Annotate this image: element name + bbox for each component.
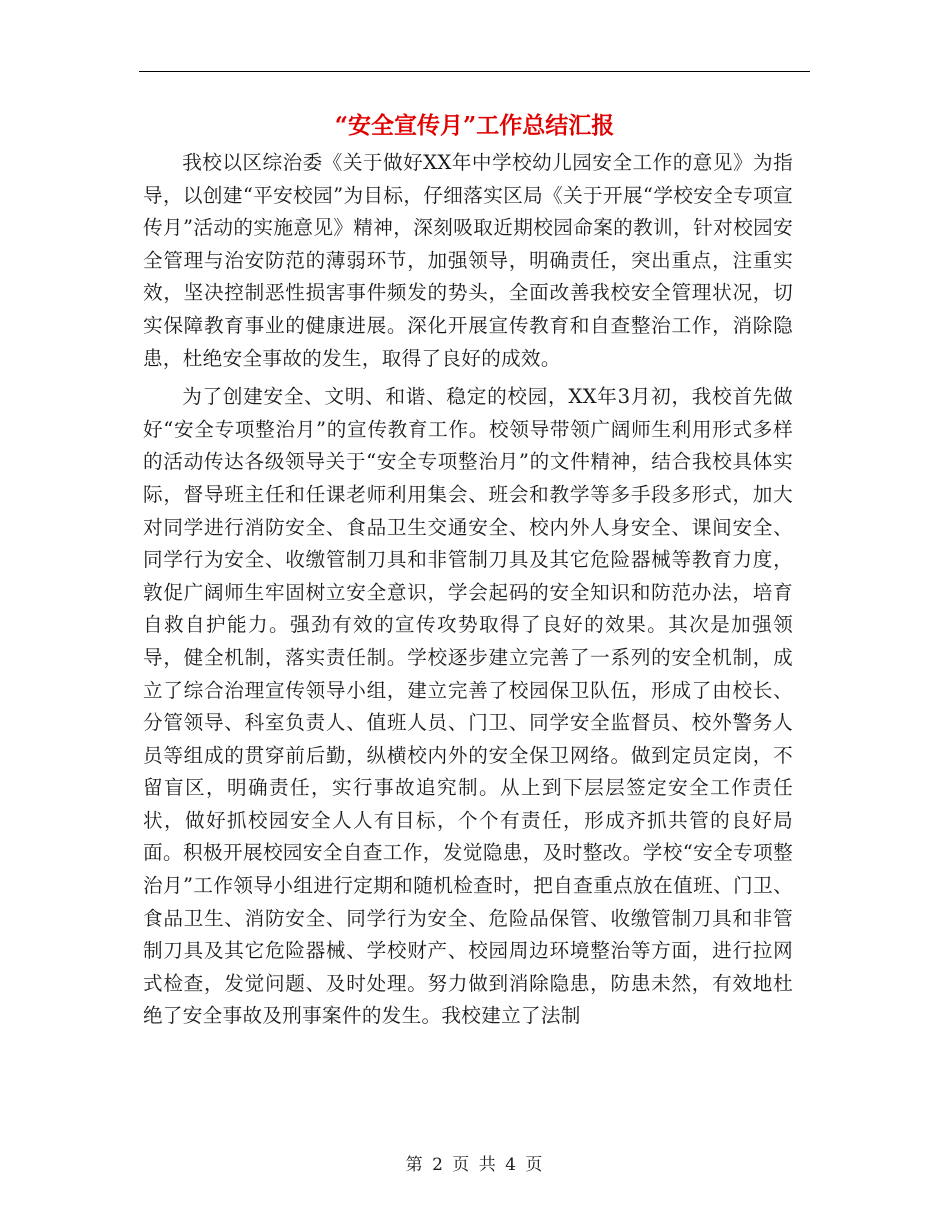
page-footer	[0, 1153, 950, 1177]
page-label-mid: 页 共	[452, 1155, 498, 1175]
current-page-number: 2	[432, 1155, 445, 1175]
paragraph-details: 为了创建安全、文明、和谐、稳定的校园，XX年3月初，我校首先做好“安全专项整治月”的宣传教育工作。校领导带领广阔师生利用形式多样的活动传达各级领导关于“安全专项整治月”的文件精神，结合我校具体实际，督导班主任和任课老师利用集会、班会和教学等多手段多形式，加大对同学进行消防安全、食品卫生交通安全、校内外人身安全、课间安全、同学行为安全、收缴管制刀具和非管制刀具及其它危险器械等教育力度，敦促广阔师生牢固树立安全意识，学会起码的安全知识和防范办法，培育自救自护能力。强劲有效的宣传攻势取得了良好的效果。其次是加强领导，健全机制，落实责任制。学校逐步建立完善了一系列的安全机制，成立了综合治理宣传领导小组，建立完善了校园保卫队伍，形成了由校长、分管领导、科室负责人、值班人员、门卫、同学安全监督员、校外警务人员等组成的贯穿前后勤，纵横校内外的安全保卫网络。做到定员定岗，不留盲区，明确责任，实行事故追究制。从上到下层层签定安全工作责任状，做好抓校园安全人人有目标，个个有责任，形成齐抓共管的良好局面。积极开展校园安全自查工作，发觉隐患，及时整改。学校“安全专项整治月”工作领导小组进行定期和随机检查时，把自查重点放在值班、门卫、食品卫生、消防安全、同学行为安全、危险品保管、收缴管制刀具和非管制刀具及其它危险器械、学校财产、校园周边环境整治等方面，进行拉网式检查，发觉问题、及时处理。努力做到消除隐患，防患未然，有效地杜绝了安全事故及刑事案件的发生。我校建立了法制	[143, 385, 793, 1028]
header-rule	[139, 71, 810, 72]
page-label-prefix: 第	[405, 1155, 425, 1175]
paragraph-intro: 我校以区综治委《关于做好XX年中学校幼儿园安全工作的意见》为指导，以创建“平安校园”为目标，仔细落实区局《关于开展“学校安全专项宣传月”活动的实施意见》精神，深刻吸取近期校园命案的教训，针对校园安全管理与治安防范的薄弱环节，加强领导，明确责任，突出重点，注重实效，坚决控制恶性损害事件频发的势头，全面改善我校安全管理状况，切实保障教育事业的健康进展。深化开展宣传教育和自查整治工作，消除隐患，杜绝安全事故的发生，取得了良好的成效。	[143, 151, 793, 370]
document-title: “安全宣传月”工作总结汇报	[334, 112, 615, 139]
document-body	[143, 147, 793, 1039]
total-pages-number: 4	[505, 1155, 518, 1175]
page-label-suffix: 页	[525, 1155, 545, 1175]
